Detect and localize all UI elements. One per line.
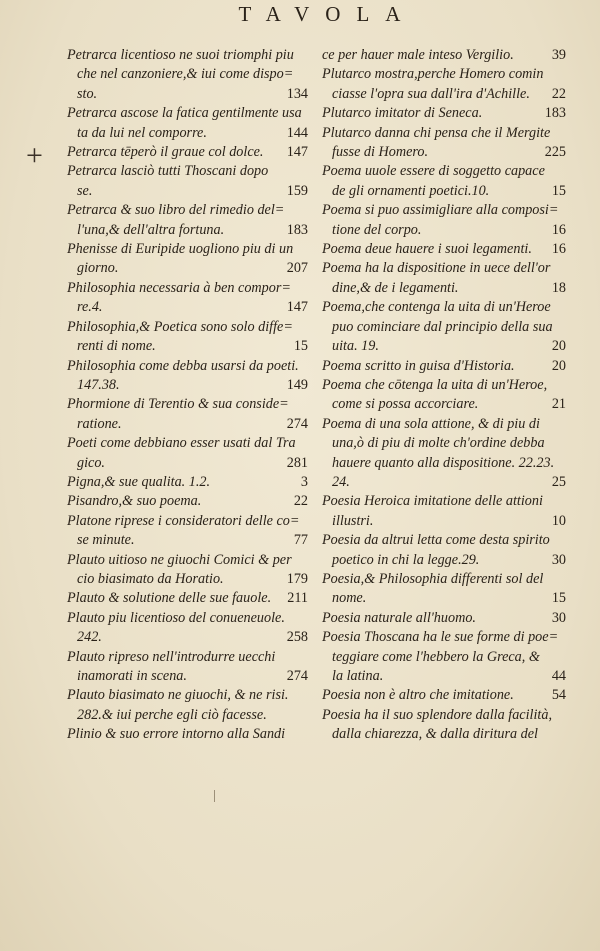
index-page-number: 22 [551,85,566,102]
index-entry-line: re.4. [77,299,103,316]
index-entry [322,65,566,104]
index-entry-line: Poema scritto in guisa d'Historia. [322,357,515,374]
index-entry-line: Poesia da altrui letta come desta spirito [322,532,550,549]
index-entry-line: Philosophia necessaria à ben compor= [67,279,291,296]
index-entry-line: Pisandro,& suo poema. [67,493,202,510]
index-entry-line: Pigna,& sue qualita. 1.2. [67,473,211,490]
index-entry-line: poetico in chi la legge.29. [332,551,480,568]
index-page-number: 21 [551,396,566,413]
index-entry-line: Plinio & suo errore intorno alla Sandi [67,726,286,743]
index-entry [322,415,566,493]
index-entry-line: Plauto piu licentioso del conueneuole. [67,609,285,626]
index-entry-line: Poesia non è altro che imitatione. [322,687,514,704]
index-page-number: 183 [544,105,566,122]
index-page-number: 211 [287,590,308,607]
index-entry-line: se minute. [77,532,135,549]
index-entry-line: ciasse l'opra sua dall'ira d'Achille. [332,85,530,102]
index-entry-line: renti di nome. [77,338,156,355]
index-entry-line: Poema di una sola attione, & di piu di [322,415,540,432]
index-entry-line: Poema uuole essere di soggetto capace [322,163,545,180]
paper-crease [214,790,215,802]
index-page-number: 147 [286,299,308,316]
index-entry-line: Poesia Heroica imitatione delle attioni [322,493,543,510]
index-page-number: 15 [551,182,566,199]
index-page-number: 274 [286,668,308,684]
index-entry [322,376,566,415]
index-entry-line: tione del corpo. [332,221,422,238]
index-entry-line: sto. [77,85,98,102]
index-page-number: 225 [544,144,566,161]
index-entry [322,162,566,201]
index-entry-line: l'una,& dell'altra fortuna. [77,221,225,238]
index-page-number: 20 [551,357,566,374]
index-page-number: 15 [293,338,308,355]
index-entry [322,104,566,123]
index-entry-line: Poesia ha il suo splendore dalla facilità, [322,706,553,723]
index-page-number: 147 [286,144,308,161]
index-entry-line: Petrarca licentioso ne suoi triomphi piu [67,47,294,63]
index-entry [67,201,308,240]
index-entry-line: Petrarca & suo libro del rimedio del= [67,202,285,219]
index-entry [322,357,566,376]
index-entry-line: puo cominciare dal principio della sua [332,318,553,335]
index-entry-line: de gli ornamenti poetici.10. [332,182,490,199]
index-page-number: 134 [286,85,308,102]
index-entry-line: Plauto biasimato ne giuochi, & ne risi. [67,687,289,704]
index-page-number: 25 [551,473,566,490]
index-entry [67,143,308,162]
index-entry-line: Poeti come debbiano esser usati dal Tra [67,435,296,452]
index-page-number: 39 [551,47,566,63]
index-entry [322,46,566,65]
index-entry-line: 24. [332,473,350,490]
index-entry-line: 282.& iui perche egli ciò facesse. [77,706,267,723]
index-entry [322,706,566,745]
index-entry-line: come si possa accorciare. [332,396,479,413]
index-entry-line: nome. [332,590,367,607]
index-entry-line: Petrarca tēperò il graue col dolce. [67,144,264,161]
index-entry [322,240,566,259]
index-page-number: 20 [551,338,566,355]
index-page-number: 18 [551,279,566,296]
page-header-title: TAVOLA [238,2,417,26]
index-page-number: 274 [286,415,308,432]
index-entry-line: Poesia Thoscana ha le sue forme di poe= [322,629,559,646]
index-page-number: 54 [551,687,566,704]
index-page-number: 16 [551,221,566,238]
index-entry-line: Plutarco danna chi pensa che il Mergite [322,124,551,141]
index-entry [67,551,308,590]
index-entry-line: Petrarca lasciò tutti Thoscani dopo [67,163,269,180]
index-entry [67,357,308,396]
margin-cross-mark: + [26,139,43,172]
index-entry-line: inamorati in scena. [77,668,187,684]
index-entry-line: una,ò di piu di molte ch'ordine debba [332,435,545,452]
index-page-number: 144 [286,124,308,141]
index-entry [322,124,566,163]
index-entry-line: dine,& de i legamenti. [332,279,459,296]
index-page-number: 22 [293,493,308,510]
index-entry [322,259,566,298]
index-page-number: 15 [551,590,566,607]
index-entry-line: ratione. [77,415,122,432]
index-entry-line: Plutarco imitator di Seneca. [322,105,483,122]
index-entry-line: Plauto & solutione delle sue fauole. [67,590,272,607]
index-entry-line: Plutarco mostra,perche Homero comin [322,66,544,83]
index-column-right [322,46,566,745]
index-entry-line: Phenisse di Euripide uogliono piu di un [67,241,294,258]
index-entry-line: cio biasimato da Horatio. [77,570,224,587]
index-entry-line: giorno. [77,260,119,277]
index-page-number: 258 [286,629,308,646]
index-page-number: 149 [286,376,308,393]
index-entry [67,473,308,492]
index-entry [67,512,308,551]
index-entry-line: che nel canzoniere,& iui come dispo= [77,66,294,83]
index-entry-line: Plauto uitioso ne giuochi Comici & per [67,551,292,568]
index-column-left [67,46,308,745]
index-page-number: 207 [286,260,308,277]
index-entry-line: Philosophia come debba usarsi da poeti. [67,357,299,374]
index-entry [67,104,308,143]
index-entry [67,162,308,201]
index-entry-line: uita. 19. [332,338,379,355]
index-entry [322,201,566,240]
index-entry-line: se. [77,182,93,199]
index-page-number: 183 [286,221,308,238]
index-entry-line: illustri. [332,512,374,529]
index-entry-line: Philosophia,& Poetica sono solo diffe= [67,318,293,335]
index-entry-line: la latina. [332,668,384,684]
index-entry [322,570,566,609]
index-entry [67,686,308,725]
index-entry [67,725,308,744]
index-page-number: 77 [293,532,308,549]
index-entry [67,434,308,473]
index-entry [67,648,308,687]
index-entry [67,589,308,608]
index-page-number: 3 [300,473,308,490]
index-entry-line: 147.38. [77,376,120,393]
index-entry-line: Petrarca ascose la fatica gentilmente usa [67,105,302,122]
index-entry [322,531,566,570]
index-entry [322,298,566,356]
index-entry-line: Poema deue hauere i suoi legamenti. [322,241,532,258]
index-page-number: 179 [286,570,308,587]
index-entry [322,628,566,686]
index-entry [322,609,566,628]
index-entry [67,46,308,104]
index-entry [67,395,308,434]
index-entry [322,686,566,705]
index-entry-line: Poesia naturale all'huomo. [322,609,476,626]
index-entry-line: Phormione di Terentio & sua conside= [67,396,289,413]
index-entry-line: Poema che cōtenga la uita di un'Heroe, [322,376,548,393]
index-entry [322,492,566,531]
index-entry-line: Poema,che contenga la uita di un'Heroe [322,299,551,316]
index-entry-line: fusse di Homero. [332,144,429,161]
index-entry-line: ta da lui nel comporre. [77,124,207,141]
index-entry [67,318,308,357]
index-entry-line: Platone riprese i consideratori delle co= [67,512,300,529]
index-entry-line: Poema ha la dispositione in uece dell'or [322,260,551,277]
index-page-number: 30 [551,609,566,626]
index-entry-line: gico. [77,454,105,471]
index-page-number: 10 [551,512,566,529]
index-entry [67,492,308,511]
index-entry [67,240,308,279]
index-page-number: 281 [286,454,308,471]
index-page-number: 16 [551,241,566,258]
index-page-number: 44 [551,668,566,684]
index-entry-line: dalla chiarezza, & dalla diritura del [332,726,538,743]
index-page-number: 159 [286,182,308,199]
index-entry-line: 242. [77,629,102,646]
index-entry-line: Poema si puo assimigliare alla composi= [322,202,559,219]
index-entry [67,279,308,318]
index-entry-line: Plauto ripreso nell'introdurre uecchi [67,648,276,665]
index-entry-line: teggiare come l'hebbero la Greca, & [332,648,540,665]
index-entry-line: hauere quanto alla dispositione. 22.23. [332,454,555,471]
index-page-number: 30 [551,551,566,568]
index-entry-line: ce per hauer male inteso Vergilio. [322,47,514,63]
index-entry-line: Poesia,& Philosophia differenti sol del [322,570,544,587]
index-entry [67,609,308,648]
